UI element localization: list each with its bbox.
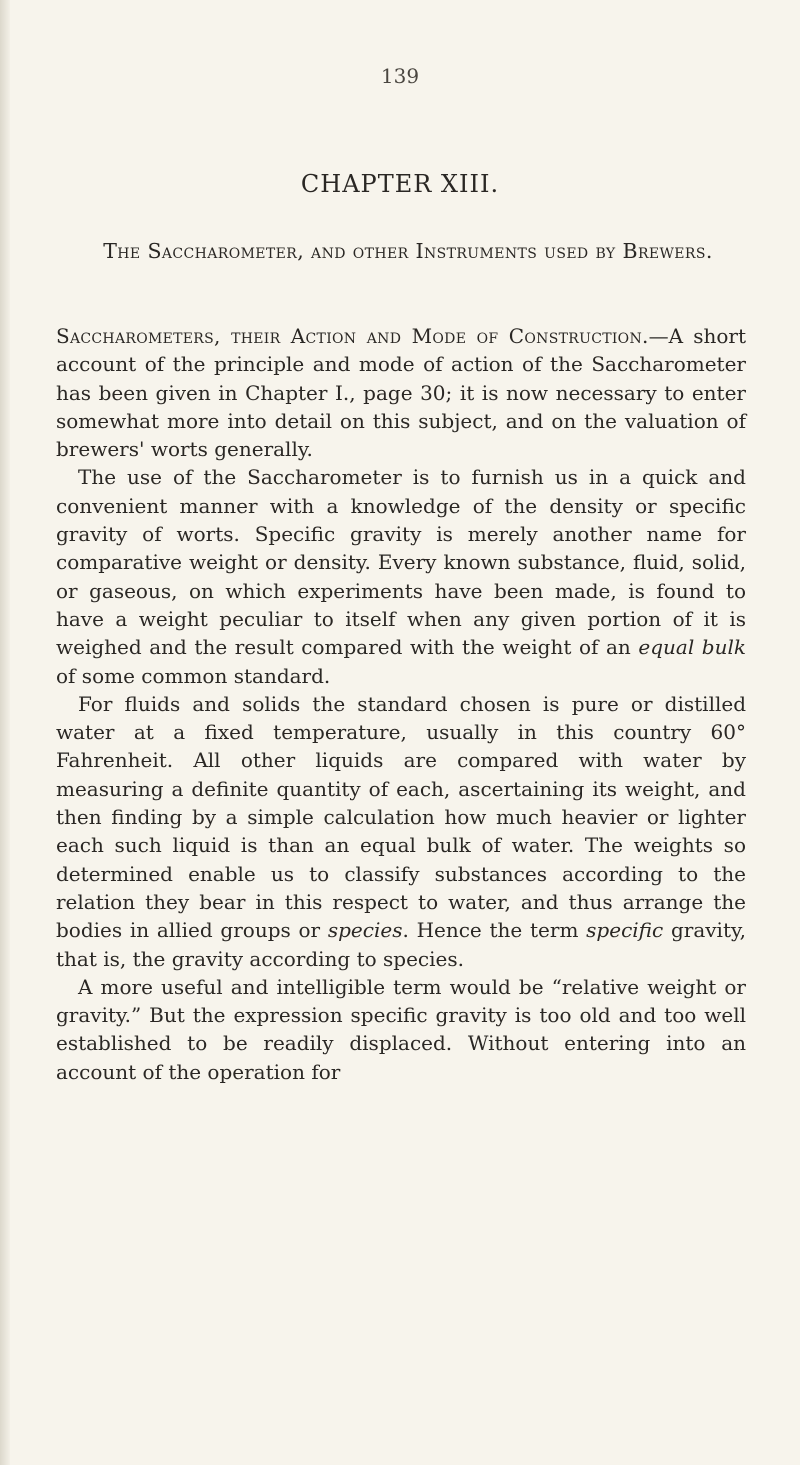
paragraph-3 — [56, 690, 746, 973]
emphasis-equal-bulk: equal bulk — [638, 635, 746, 660]
paragraph-1 — [56, 322, 746, 463]
page-number: 139 — [380, 64, 420, 88]
paragraph-2-text: The use of the Saccharometer is to furnish us in a quick and convenient manner with a knowledge of the density or specific gravity of worts. Specific gravity is merely another name for comparative weight or density. Every known substance, fluid, solid, or gaseous, on which experiments have been made, is found to have a weight peculiar to itself when any given portion of it is weighed and the result compared with the weight of an — [56, 465, 746, 660]
paragraph-1-text: —A short account of the principle and mode of action of the Saccharometer has been given in Chapter I., page 30; it is now necessary to enter somewhat more into detail on this subject, and on the valuation of brewers' worts generally. — [56, 324, 746, 462]
emphasis-specific: specific — [586, 918, 664, 943]
chapter-subtitle: The Saccharometer, and other Instruments used by Brewers. — [103, 239, 713, 263]
page-edge-shadow — [0, 0, 10, 1465]
paragraph-2-text-end: of some common standard. — [56, 663, 331, 688]
paragraph-3-text: For fluids and solids the standard chosen is pure or distilled water at a fixed temperature, usually in this country 60° Fahrenheit. All other liquids are compared with water by measuring a definite quantity of each, ascertaining its weight, and then finding by a simple calculation how much heavier or lighter each such liquid is than an equal bulk of water. The weights so determined enable us to classify substances according to the relation they bear in this respect to water, and thus arrange the bodies in allied groups or — [56, 691, 746, 943]
body-text — [56, 322, 746, 1086]
paragraph-3-text-end: gravity, that is, the gravity according to species. — [56, 918, 746, 971]
emphasis-species: species — [327, 918, 403, 943]
section-lead-heading: Saccharometers, their Action and Mode of Construction. — [56, 324, 649, 348]
paragraph-2 — [56, 463, 746, 689]
paragraph-4-text: A more useful and intelligible term would be “relative weight or gravity.” But the expression specific gravity is too old and too well established to be readily displaced. Without entering into an account of the operation for — [56, 974, 746, 1084]
chapter-heading: CHAPTER XIII. — [300, 170, 500, 198]
paragraph-4 — [56, 973, 746, 1086]
paragraph-3-text-mid: . Hence the term — [402, 918, 587, 943]
